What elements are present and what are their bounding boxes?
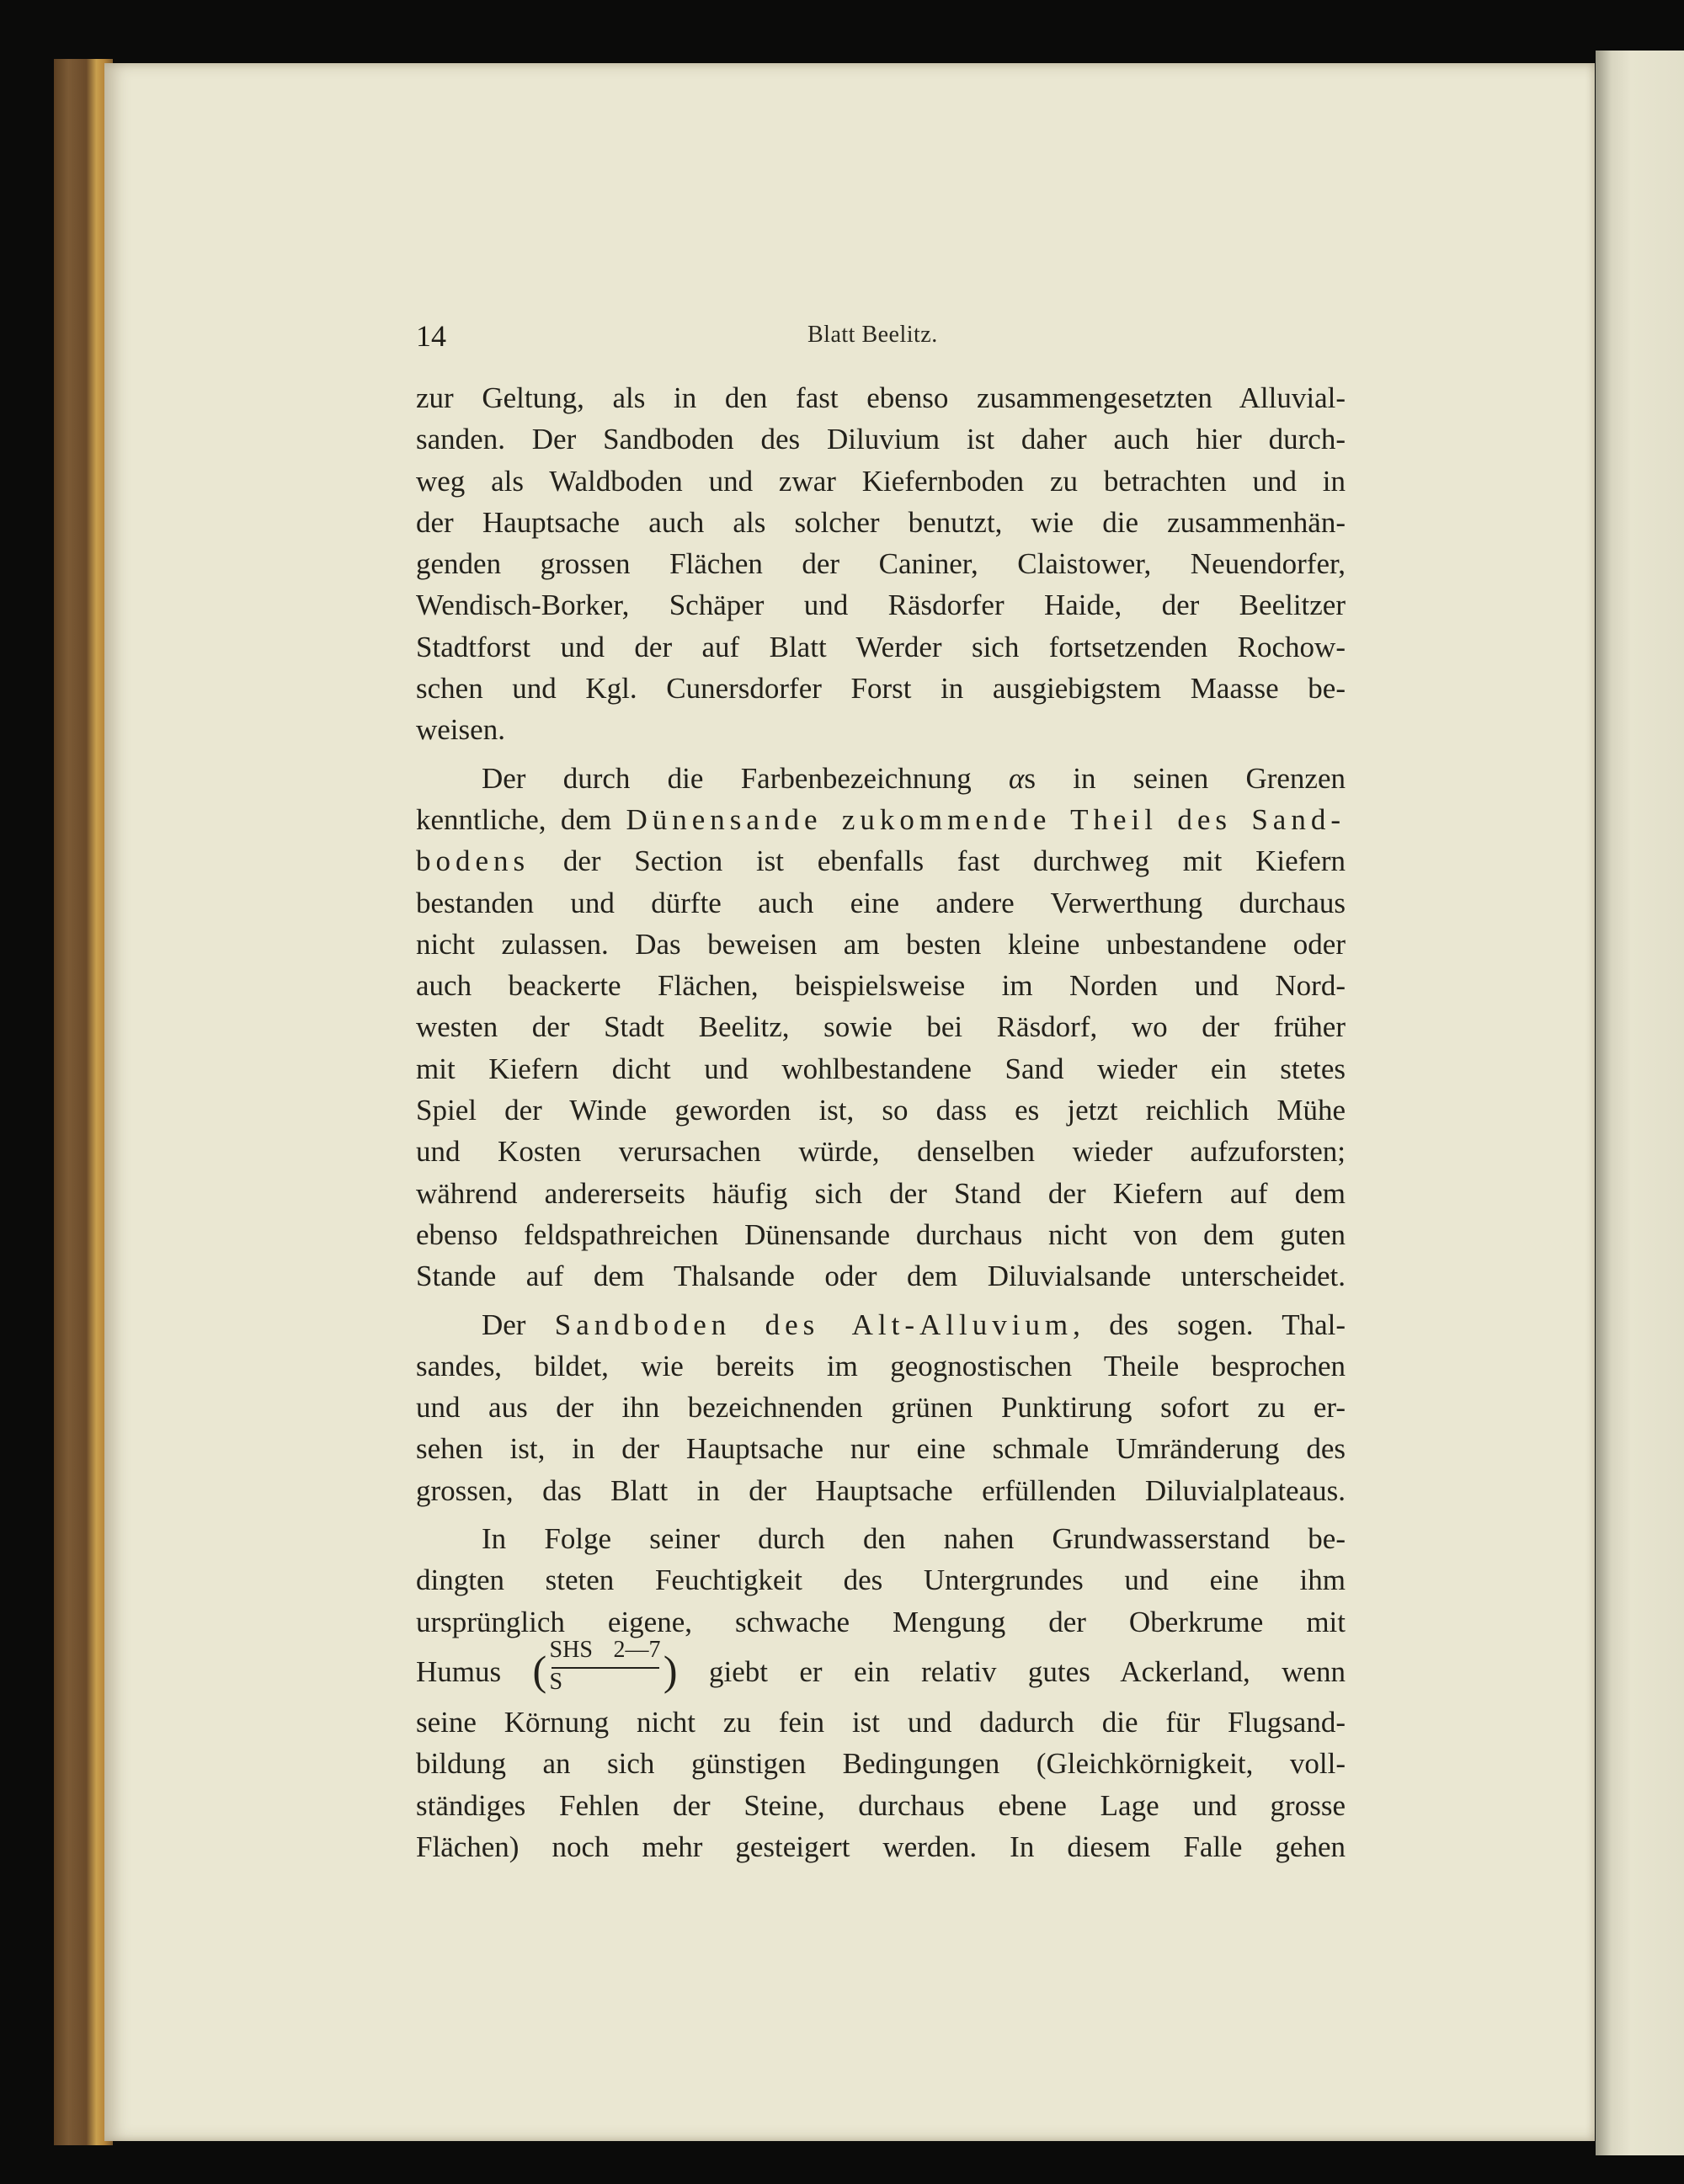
text-line-with-fraction (416, 1637, 1346, 1702)
page-header (416, 318, 1342, 359)
left-parenthesis: ( (532, 1647, 547, 1695)
text-line: Wendisch-Borker, Schäper und Räsdorfer Haide, der Beelitzer (416, 589, 1346, 622)
body-text (416, 377, 1346, 1867)
spaced-emphasis: Dünensande zukommende Theil des Sand- (626, 802, 1346, 836)
alpha-symbol: α (1009, 761, 1025, 795)
s-symbol: s (1024, 761, 1037, 795)
text-line: ursprünglich eigene, schwache Mengung der Oberkrume mit (416, 1605, 1346, 1638)
text-line: Stande auf dem Thalsande oder dem Diluvialsande unterscheidet. (416, 1260, 1346, 1293)
spaced-emphasis: bodens (416, 844, 530, 878)
text-line: ebenso feldspathreichen Dünensande durchaus nicht von dem guten (416, 1217, 1346, 1251)
text-line: nicht zulassen. Das beweisen am besten kleine unbestandene oder (416, 927, 1346, 961)
text-line: dingten steten Feuchtigkeit des Untergrundes und eine ihm (416, 1563, 1346, 1597)
text-fragment: Humus (416, 1654, 502, 1688)
text-line (416, 758, 1346, 799)
paragraph-3 (416, 1304, 1346, 1511)
text-line: ständiges Fehlen der Steine, durchaus ebene Lage und grosse (416, 1788, 1346, 1822)
running-title: Blatt Beelitz. (807, 322, 938, 348)
paragraph-1 (416, 377, 1346, 751)
text-line: sandes, bildet, wie bereits im geognostischen Theile besprochen (416, 1349, 1346, 1382)
text-line: schen und Kgl. Cunersdorfer Forst in ausgiebigstem Maasse be- (416, 672, 1346, 706)
text-line: In Folge seiner durch den nahen Grundwasserstand be- (482, 1522, 1346, 1556)
text-line: genden grossen Flächen der Caniner, Claistower, Neuendorfer, (416, 547, 1346, 581)
text-line (416, 799, 1346, 840)
text-fragment: Der (482, 1308, 555, 1341)
paragraph-4 (416, 1518, 1346, 1867)
text-fragment: der Section ist ebenfalls fast durchweg mit Kiefern (530, 844, 1346, 878)
text-fragment: giebt er ein relativ gutes Ackerland, wenn (708, 1654, 1346, 1688)
text-line: sehen ist, in der Hauptsache nur eine schmale Umränderung des (416, 1432, 1346, 1466)
text-line: weg als Waldboden und zwar Kiefernboden zu betrachten und in (416, 464, 1346, 498)
text-line (416, 840, 1346, 882)
facing-page-edge (1596, 51, 1684, 2155)
text-line: bildung an sich günstigen Bedingungen (Gleichkörnigkeit, voll- (416, 1747, 1346, 1781)
text-line: und Kosten verursachen würde, denselben wieder aufzuforsten; (416, 1135, 1346, 1169)
text-line: westen der Stadt Beelitz, sowie bei Räsdorf, wo der früher (416, 1010, 1346, 1044)
text-line: weisen. (416, 713, 505, 747)
text-line: mit Kiefern dicht und wohlbestandene Sand wieder ein stetes (416, 1052, 1346, 1085)
text-line: der Hauptsache auch als solcher benutzt, wie die zusammenhän- (416, 505, 1346, 539)
paragraph-2 (416, 758, 1346, 1297)
text-line: Flächen) noch mehr gesteigert werden. In diesem Falle gehen (416, 1830, 1346, 1863)
right-parenthesis: ) (663, 1647, 678, 1695)
fraction-denominator: S (549, 1669, 563, 1696)
page-number: 14 (416, 319, 446, 353)
text-line: und aus der ihn bezeichnenden grünen Punktirung sofort zu er- (416, 1391, 1346, 1425)
text-fragment: in seinen Grenzen (1036, 761, 1346, 795)
text-line: Spiel der Winde geworden ist, so dass es jetzt reichlich Mühe (416, 1094, 1346, 1127)
text-line: Stadtforst und der auf Blatt Werder sich fortsetzenden Rochow- (416, 630, 1346, 663)
text-line: grossen, das Blatt in der Hauptsache erfüllenden Diluvialplateaus. (416, 1473, 1346, 1507)
text-fragment: Der durch die Farbenbezeichnung (482, 761, 1010, 795)
fraction-numerator: SHS 2—7 (549, 1637, 661, 1664)
humus-fraction (532, 1637, 678, 1696)
text-line: während andererseits häufig sich der Stand der Kiefern auf dem (416, 1176, 1346, 1210)
text-line: sanden. Der Sandboden des Diluvium ist daher auch hier durch- (416, 423, 1346, 456)
text-line (416, 1304, 1346, 1345)
text-line: seine Körnung nicht zu fein ist und dadurch die für Flugsand- (416, 1705, 1346, 1739)
spaced-emphasis: Sandboden des Alt-Alluvium (554, 1308, 1074, 1341)
text-line: auch beackerte Flächen, beispielsweise im Norden und Nord- (416, 969, 1346, 1003)
text-fragment: , des sogen. Thal- (1073, 1308, 1346, 1341)
text-line: zur Geltung, als in den fast ebenso zusammengesetzten Alluvial- (416, 381, 1346, 414)
text-fragment: kenntliche, dem (416, 802, 626, 836)
text-line: bestanden und dürfte auch eine andere Verwerthung durchaus (416, 886, 1346, 919)
